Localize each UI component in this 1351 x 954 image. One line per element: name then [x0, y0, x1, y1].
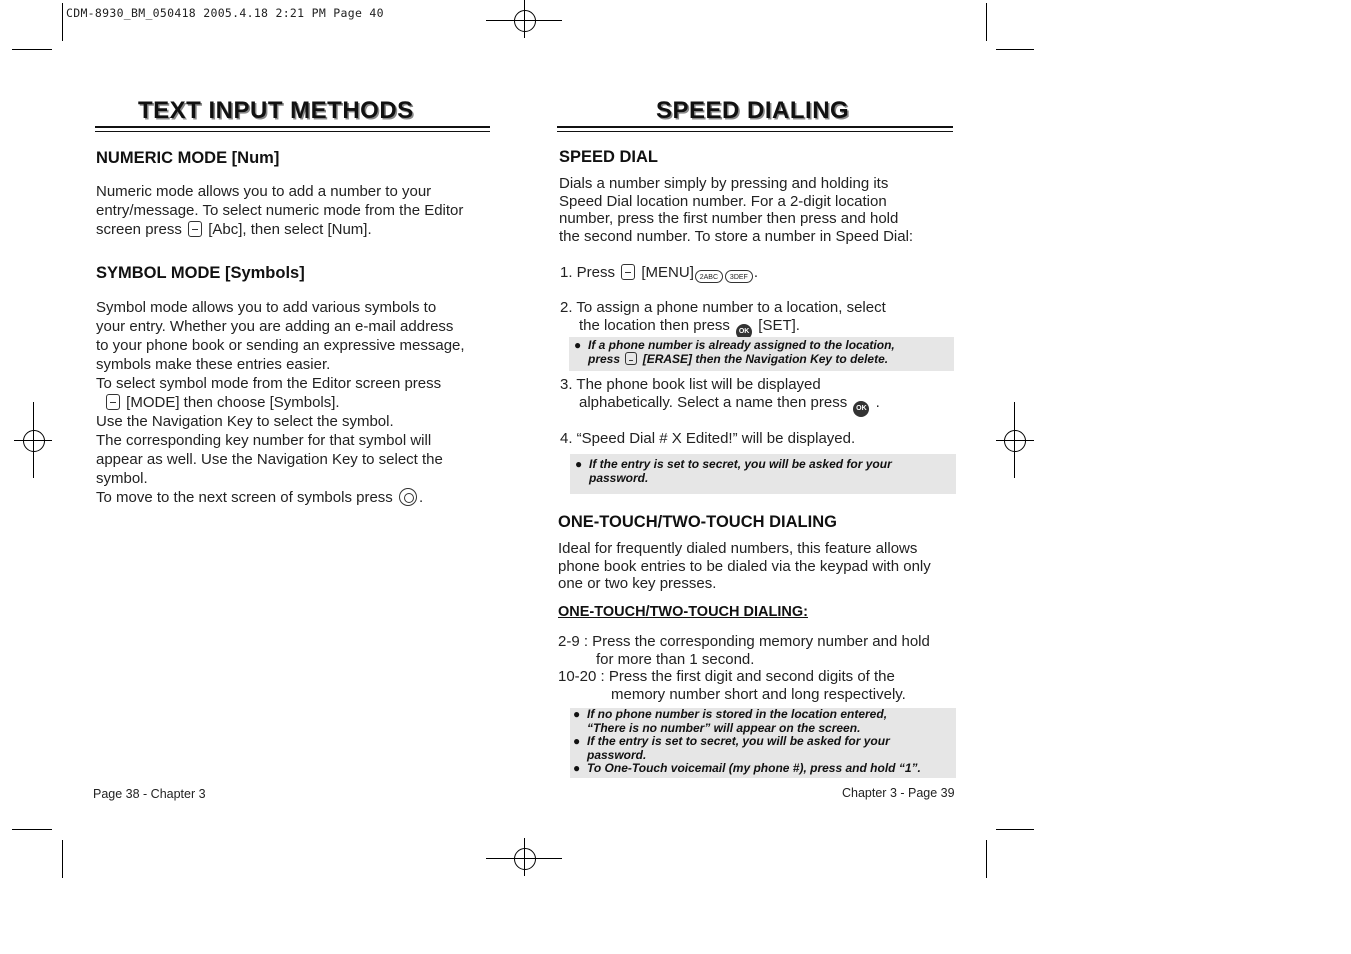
soft-key-icon	[621, 264, 635, 280]
text-line: 10-20 : Press the first digit and second digits of the	[558, 668, 895, 685]
crop-mark	[996, 829, 1034, 830]
text-line: Numeric mode allows you to add a number to your	[96, 183, 432, 200]
speed-dial-step-2	[560, 299, 886, 340]
text-line: 2-9 : Press the corresponding memory number and hold	[558, 633, 930, 650]
title-rule	[557, 126, 953, 128]
note-line: “There is no number” will appear on the screen.	[587, 720, 861, 735]
right-page-footer: Chapter 3 - Page 39	[842, 786, 955, 800]
text-line: one or two key presses.	[558, 575, 717, 592]
note-line: password.	[587, 747, 647, 762]
key-2-icon: 2ABC	[695, 270, 723, 283]
text-line: To move to the next screen of symbols press .	[96, 489, 424, 506]
text-line: Ideal for frequently dialed numbers, this feature allows	[558, 540, 918, 557]
text-line: alphabetically. Select a name then press OK .	[560, 394, 880, 417]
soft-key-icon	[188, 221, 202, 237]
one-touch-intro	[558, 540, 953, 593]
text-line: number, press the first number then press and hold	[559, 210, 899, 227]
text-line: symbol.	[96, 470, 148, 487]
text-line: symbols make these entries easier.	[96, 356, 331, 373]
speed-dial-intro	[559, 175, 954, 245]
text-line: The corresponding key number for that symbol will	[96, 432, 432, 449]
title-rule	[95, 131, 490, 132]
text-line: to your phone book or sending an expressive message,	[96, 337, 465, 354]
note-line: ● If a phone number is already assigned to the location,	[574, 338, 895, 352]
note-line: press [ERASE] then the Navigation Key to delete.	[588, 352, 889, 366]
text-line: appear as well. Use the Navigation Key to select the	[96, 451, 443, 468]
text-line: 2. To assign a phone number to a location, select	[560, 299, 886, 316]
text-line: for more than 1 second.	[596, 650, 755, 668]
title-rule	[557, 131, 953, 132]
text-line: [MODE] then choose [Symbols].	[96, 393, 496, 412]
soft-key-icon	[106, 394, 120, 410]
crop-mark	[62, 840, 63, 878]
left-page-title: TEXT INPUT METHODS	[138, 97, 414, 124]
one-touch-heading: ONE-TOUCH/TWO-TOUCH DIALING	[558, 513, 837, 531]
key-3-icon: 3DEF	[725, 270, 753, 283]
text-line: the second number. To store a number in Speed Dial:	[559, 227, 914, 245]
text-line: phone book entries to be dialed via the keypad with only	[558, 557, 931, 575]
speed-dial-heading: SPEED DIAL	[559, 148, 659, 166]
numeric-mode-text	[96, 182, 496, 239]
crop-mark	[986, 3, 987, 41]
text-line: memory number short and long respectively.	[611, 685, 906, 703]
note-line: ● If the entry is set to secret, you will be asked for your	[575, 457, 892, 471]
speed-dial-step-1: 1. Press [MENU] 2ABC 3DEF .	[560, 264, 759, 281]
soft-key-icon	[625, 352, 637, 365]
ok-key-icon: OK	[853, 401, 869, 417]
speed-dial-step-3	[560, 376, 880, 417]
note-line: ● To One-Touch voicemail (my phone #), press and hold “1”.	[573, 761, 921, 776]
printer-slug: CDM-8930_BM_050418 2005.4.18 2:21 PM Page 40	[66, 6, 384, 20]
navigation-key-icon	[399, 488, 417, 506]
text-line: Dials a number simply by pressing and holding its	[559, 175, 889, 192]
numeric-mode-heading: NUMERIC MODE [Num]	[96, 149, 280, 167]
crop-mark	[12, 49, 52, 50]
text-line: Symbol mode allows you to add various symbols to	[96, 299, 437, 316]
note-box	[570, 454, 956, 494]
note-line: ● If no phone number is stored in the location entered,	[573, 707, 888, 721]
text-line: Speed Dial location number. For a 2-digit location	[559, 192, 887, 210]
text-line: your entry. Whether you are adding an e-mail address	[96, 318, 454, 335]
ok-key-icon: OK	[736, 324, 752, 340]
text-line: Use the Navigation Key to select the symbol.	[96, 413, 394, 430]
note-line: ● If the entry is set to secret, you will be asked for your	[573, 734, 890, 749]
left-page-footer: Page 38 - Chapter 3	[93, 787, 206, 801]
symbol-mode-heading: SYMBOL MODE [Symbols]	[96, 264, 305, 282]
note-box	[569, 337, 954, 371]
text-line: entry/message. To select numeric mode from the Editor	[96, 202, 464, 219]
text-line: To select symbol mode from the Editor screen press	[96, 375, 442, 392]
symbol-mode-text	[96, 298, 496, 507]
crop-mark	[996, 49, 1034, 50]
note-box	[570, 708, 956, 778]
note-line: password.	[589, 471, 649, 485]
one-touch-subheading: ONE-TOUCH/TWO-TOUCH DIALING:	[558, 604, 808, 620]
text-line: 3. The phone book list will be displayed	[560, 376, 821, 393]
crop-mark	[12, 829, 52, 830]
crop-mark	[986, 840, 987, 878]
one-touch-instructions	[558, 633, 930, 703]
text-line: the location then press OK [SET].	[560, 317, 886, 340]
title-rule	[95, 126, 490, 128]
crop-mark	[62, 3, 63, 41]
text-line: screen press [Abc], then select [Num].	[96, 221, 372, 238]
speed-dial-step-4: 4. “Speed Dial # X Edited!” will be displayed.	[560, 430, 856, 447]
right-page-title: SPEED DIALING	[656, 97, 850, 124]
